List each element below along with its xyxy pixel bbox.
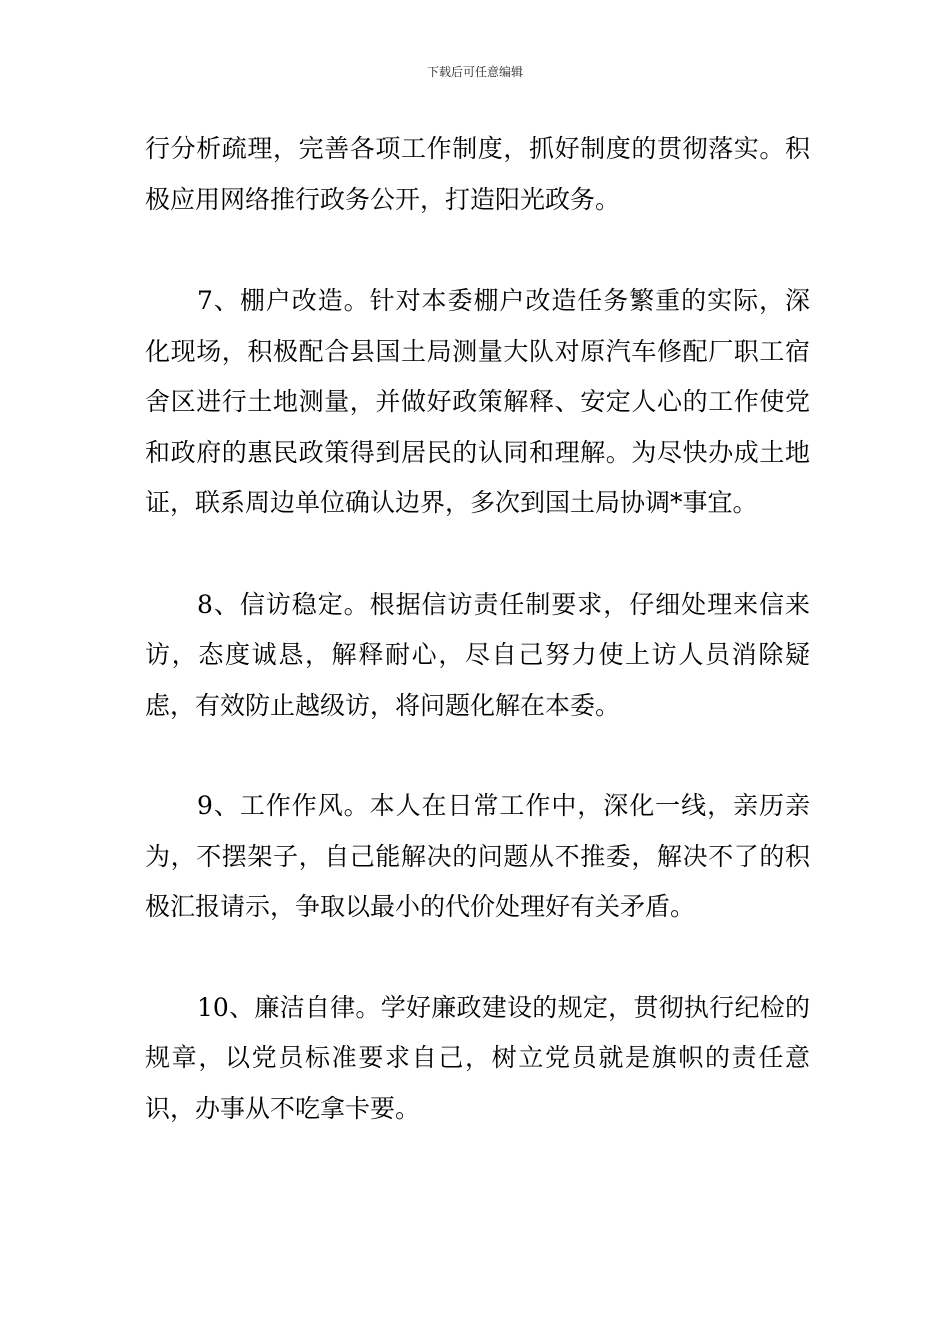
paragraph-spacer: [145, 933, 810, 983]
paragraph-continuation: 行分析疏理，完善各项工作制度，抓好制度的贯彻落实。积极应用网络推行政务公开，打造阳光政务。: [145, 134, 810, 214]
paragraph-spacer: [145, 731, 810, 781]
document-body: [145, 124, 810, 1134]
paragraph-item-10: 10、廉洁自律。学好廉政建设的规定，贯彻执行纪检的规章，以党员标准要求自己，树立党员就是旗帜的责任意识，办事从不吃拿卡要。: [145, 992, 810, 1123]
paragraph-item-7: 7、棚户改造。针对本委棚户改造任务繁重的实际，深化现场，积极配合县国土局测量大队对原汽车修配厂职工宿舍区进行土地测量，并做好政策解释、安定人心的工作使党和政府的惠民政策得到居民的认同和理解。为尽快办成土地证，联系周边单位确认边界，多次到国土局协调*事宜。: [145, 286, 810, 517]
paragraph-spacer: [145, 529, 810, 580]
page-header-note: 下载后可任意编辑: [426, 65, 523, 79]
paragraph-item-9: 9、工作作风。本人在日常工作中，深化一线，亲历亲为，不摆架子，自己能解决的问题从不推委，解决不了的积极汇报请示，争取以最小的代价处理好有关矛盾。: [145, 791, 810, 921]
paragraph-spacer: [145, 225, 810, 276]
paragraph-item-8: 8、信访稳定。根据信访责任制要求，仔细处理来信来访，态度诚恳，解释耐心，尽自己努力使上访人员消除疑虑，有效防止越级访，将问题化解在本委。: [145, 589, 810, 720]
